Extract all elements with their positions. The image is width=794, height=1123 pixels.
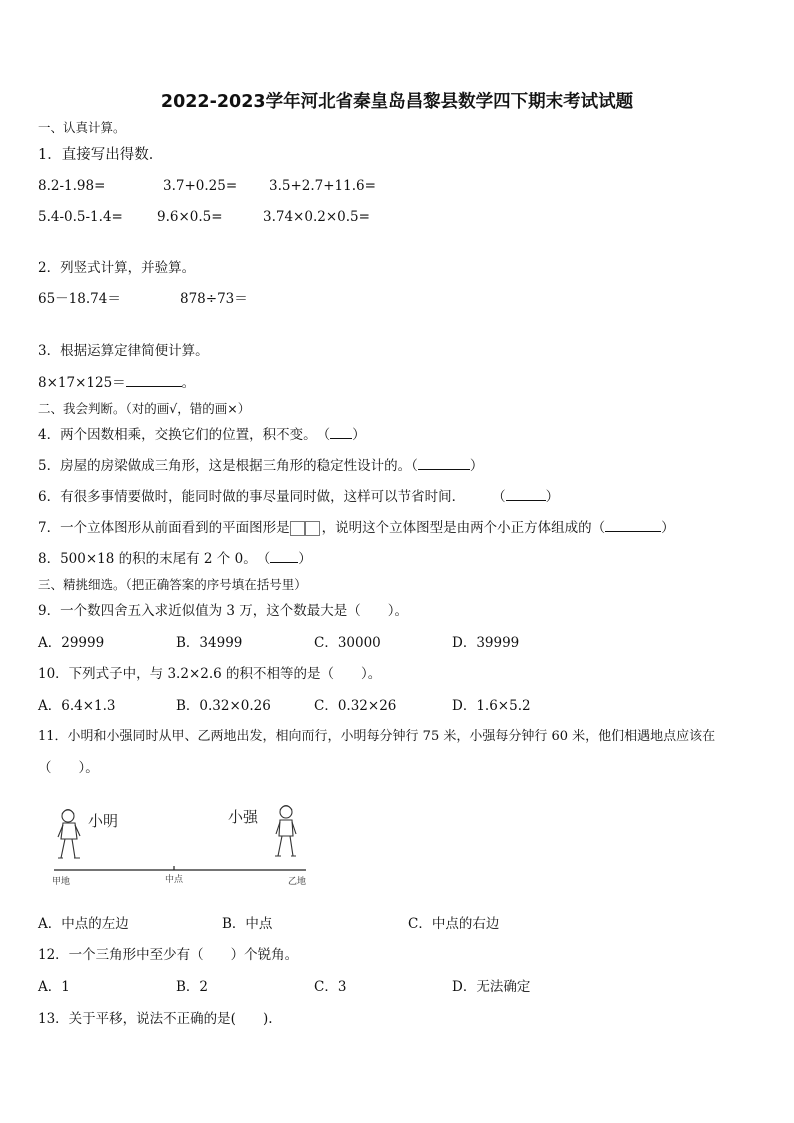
q6-paren-open: （ [498,489,506,505]
q1-item-3: 3.5+2.7+11.6= [269,178,376,194]
q3-end: 。 [181,375,196,391]
q1-item-5: 9.6×0.5= [157,209,223,225]
q8-answer-blank[interactable] [270,550,298,563]
q2-expr-a: 65－18.74＝ [38,291,121,307]
page-title: 2022-2023学年河北省秦皇岛昌黎县数学四下期末考试试题 [160,92,634,112]
meeting-diagram [48,798,318,890]
boy-walking-right-icon [58,810,80,859]
q12-option-d[interactable]: D．无法确定 [452,979,531,995]
label-xiaoqiang: 小强 [228,808,259,826]
label-xiaoming: 小明 [88,812,119,830]
q6-answer-blank[interactable] [506,488,546,501]
meeting-diagram-svg [48,798,318,890]
q3-expr: 8×17×125＝ [38,375,126,391]
q6-paren-close: ） [545,489,560,505]
q1-item-2: 3.7+0.25= [163,178,238,194]
q11-option-a[interactable]: A．中点的左边 [38,916,129,932]
q1-stem: 1．直接写出得数． [38,147,164,163]
q12-option-a[interactable]: A．1 [38,979,70,995]
q3-expression [38,374,195,392]
q9-option-d[interactable]: D．39999 [452,635,520,651]
q4-paren-close: ） [352,427,366,443]
q7-paren-close: ） [661,520,675,536]
boy-walking-left-icon [275,806,296,857]
q9-option-c[interactable]: C．30000 [314,635,381,651]
q3-answer-blank[interactable] [126,374,182,387]
q10-option-d[interactable]: D．1.6×5.2 [452,698,531,714]
q7-text-a: 7．一个立体图形从前面看到的平面图形是 [38,520,290,536]
q6-line [38,488,559,506]
q12-stem: 12．一个三角形中至少有（ ）个锐角。 [38,947,299,963]
q1-item-6: 3.74×0.2×0.5= [263,209,370,225]
section-1-heading: 一、认真计算。 [38,120,126,135]
section-2-heading: 二、我会判断。（对的画√，错的画×） [38,401,251,416]
label-place-jia: 甲地 [52,877,71,887]
q10-option-b[interactable]: B．0.32×0.26 [176,698,271,714]
q11-option-c[interactable]: C．中点的右边 [408,916,500,932]
q5-paren-close: ） [469,458,484,474]
q4-line [38,426,366,444]
q7-line [38,519,675,537]
q5-line [38,457,483,475]
q7-paren-open: （ [591,520,606,536]
q12-option-b[interactable]: B．2 [176,979,209,995]
q5-paren-open: （ [411,458,418,474]
q4-text: 4．两个因数相乘，交换它们的位置，积不变。 [38,427,310,443]
q9-stem: 9．一个数四舍五入求近似值为 3 万，这个数最大是（ ）。 [38,603,409,619]
q9-option-b[interactable]: B．34999 [176,635,243,651]
q7-text-b: ，说明这个立体图型是由两个小正方体组成的 [321,520,592,536]
q4-paren-open: （ [323,427,331,443]
q2-stem: 2．列竖式计算，并验算。 [38,260,196,276]
q12-option-c[interactable]: C．3 [314,979,347,995]
label-place-yi: 乙地 [288,877,307,887]
q1-item-4: 5.4-0.5-1.4= [38,209,123,225]
q11-stem-line2: （ ）。 [38,760,99,776]
q9-option-a[interactable]: A．29999 [38,635,105,651]
two-squares-view-figure [290,521,322,537]
q8-paren-close: ） [298,551,312,567]
q8-paren-open: （ [263,551,271,567]
q10-stem: 10．下列式子中，与 3.2×2.6 的积不相等的是（ ）。 [38,666,382,682]
q11-option-b[interactable]: B．中点 [222,916,273,932]
section-3-heading: 三、精挑细选。（把正确答案的序号填在括号里） [38,577,307,592]
q11-stem-line1: 11．小明和小强同时从甲、乙两地出发，相向而行，小明每分钟行 75 米，小强每分钟行 60 米，他们相遇地点应该在 [38,729,716,744]
q8-line [38,550,312,568]
q1-item-1: 8.2-1.98= [38,178,106,194]
q10-option-c[interactable]: C．0.32×26 [314,698,397,714]
q5-text: 5．房屋的房梁做成三角形，这是根据三角形的稳定性设计的。 [38,458,412,474]
q6-text: 6．有很多事情要做时，能同时做的事尽量同时做，这样可以节省时间． [38,489,459,505]
q13-stem: 13．关于平移，说法不正确的是( ). [38,1011,273,1027]
q10-option-a[interactable]: A．6.4×1.3 [38,698,116,714]
q2-expr-b: 878÷73＝ [180,291,248,307]
q4-answer-blank[interactable] [330,426,352,439]
q5-answer-blank[interactable] [418,457,470,470]
q7-answer-blank[interactable] [605,519,661,532]
q3-stem: 3．根据运算定律简便计算。 [38,343,209,359]
label-midpoint: 中点 [165,875,184,885]
q8-text: 8．500×18 的积的末尾有 2 个 0。 [38,551,250,567]
